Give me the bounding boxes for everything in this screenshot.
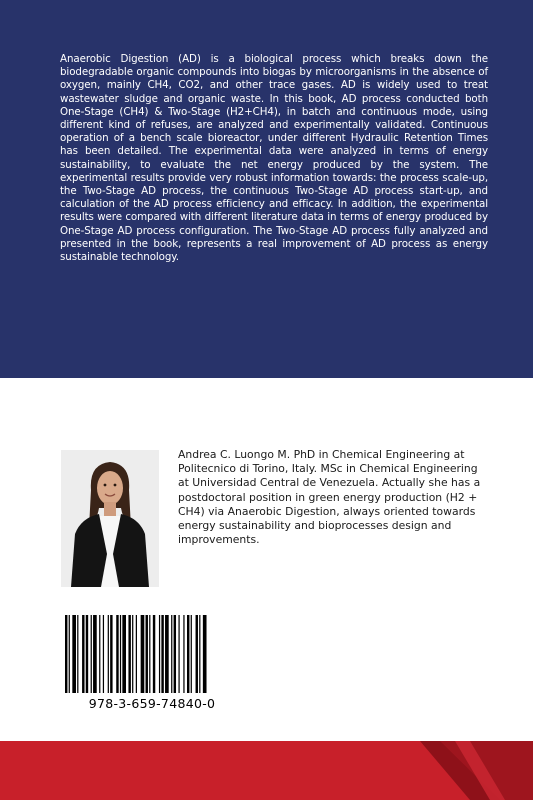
barcode-bar bbox=[153, 615, 155, 693]
barcode-bar bbox=[108, 615, 109, 693]
barcode-bar bbox=[69, 615, 70, 693]
barcode-bar bbox=[65, 615, 67, 693]
barcode-bar bbox=[103, 615, 104, 693]
isbn-barcode bbox=[58, 609, 246, 719]
barcode-bar bbox=[132, 615, 133, 693]
barcode-bar bbox=[196, 615, 198, 693]
barcode-bar bbox=[82, 615, 84, 693]
barcode-bar bbox=[165, 615, 169, 693]
barcode-bar bbox=[203, 615, 207, 693]
barcode-bar bbox=[149, 615, 150, 693]
decorative-red-band bbox=[0, 741, 533, 800]
author-photo bbox=[61, 450, 159, 587]
isbn-number: 978-3-659-74840-0 bbox=[88, 696, 216, 711]
barcode-bar bbox=[159, 615, 160, 693]
barcode-bar bbox=[183, 615, 184, 693]
barcode-bar bbox=[86, 615, 88, 693]
blurb-panel bbox=[0, 0, 533, 378]
barcode-bar bbox=[120, 615, 121, 693]
barcode-bar bbox=[72, 615, 76, 693]
barcode-bar bbox=[91, 615, 92, 693]
barcode-bar bbox=[146, 615, 148, 693]
book-blurb: Anaerobic Digestion (AD) is a biological process which breaks down the biodegradable organic compounds into biogas by microorganisms in the absence of oxygen, mainly CH4, CO2, and other trace gases. AD is widely used to treat wastewater sludge and organic waste. In this book, AD process conducted both One-Stage (CH4) & Two-Stage (H2+CH4), in batch and continuous mode, using different kind of refuses, are analyzed and experimentally validated. Continuous operation of a bench scale bioreactor, under different Hydraulic Retention Times has been detailed. The experimental data were analyzed in terms of energy sustainability, to evaluate the net energy produced by the system. The experimental results provide very robust information towards: the process scale-up, the Two-Stage AD process, the continuous Two-Stage AD process start-up, and calculation of the AD process efficiency and efficacy. In addition, the experimental results were compared with different literature data in terms of energy produced by One-Stage AD process configuration. The Two-Stage AD process fully analyzed and presented in the book, represents a real improvement of AD process as energy sustainable technology. bbox=[60, 53, 488, 264]
barcode-bar bbox=[77, 615, 78, 693]
barcode-bar bbox=[171, 615, 172, 693]
barcode-bar bbox=[187, 615, 189, 693]
barcode-bar bbox=[178, 615, 179, 693]
barcode-bar bbox=[110, 615, 112, 693]
author-bio: Andrea C. Luongo M. PhD in Chemical Engineering at Politecnico di Torino, Italy. MSc in Chemical Engineering at Universidad Central de Venezuela. Actually she has a postdoctoral position in green energy production (H2 + CH4) via Anaerobic Digestion, always oriented towards energy sustainability and bioprocesses design and improvements. bbox=[178, 448, 481, 547]
barcode-bar bbox=[191, 615, 192, 693]
barcode-bar bbox=[174, 615, 176, 693]
barcode-bar bbox=[128, 615, 130, 693]
barcode-bar bbox=[93, 615, 97, 693]
barcode-bar bbox=[122, 615, 126, 693]
barcode-bar bbox=[116, 615, 118, 693]
barcode-bar bbox=[199, 615, 200, 693]
barcode-bar bbox=[141, 615, 145, 693]
barcode-icon bbox=[65, 615, 239, 695]
barcode-bar bbox=[161, 615, 163, 693]
barcode-bar bbox=[99, 615, 100, 693]
barcode-bar bbox=[136, 615, 137, 693]
